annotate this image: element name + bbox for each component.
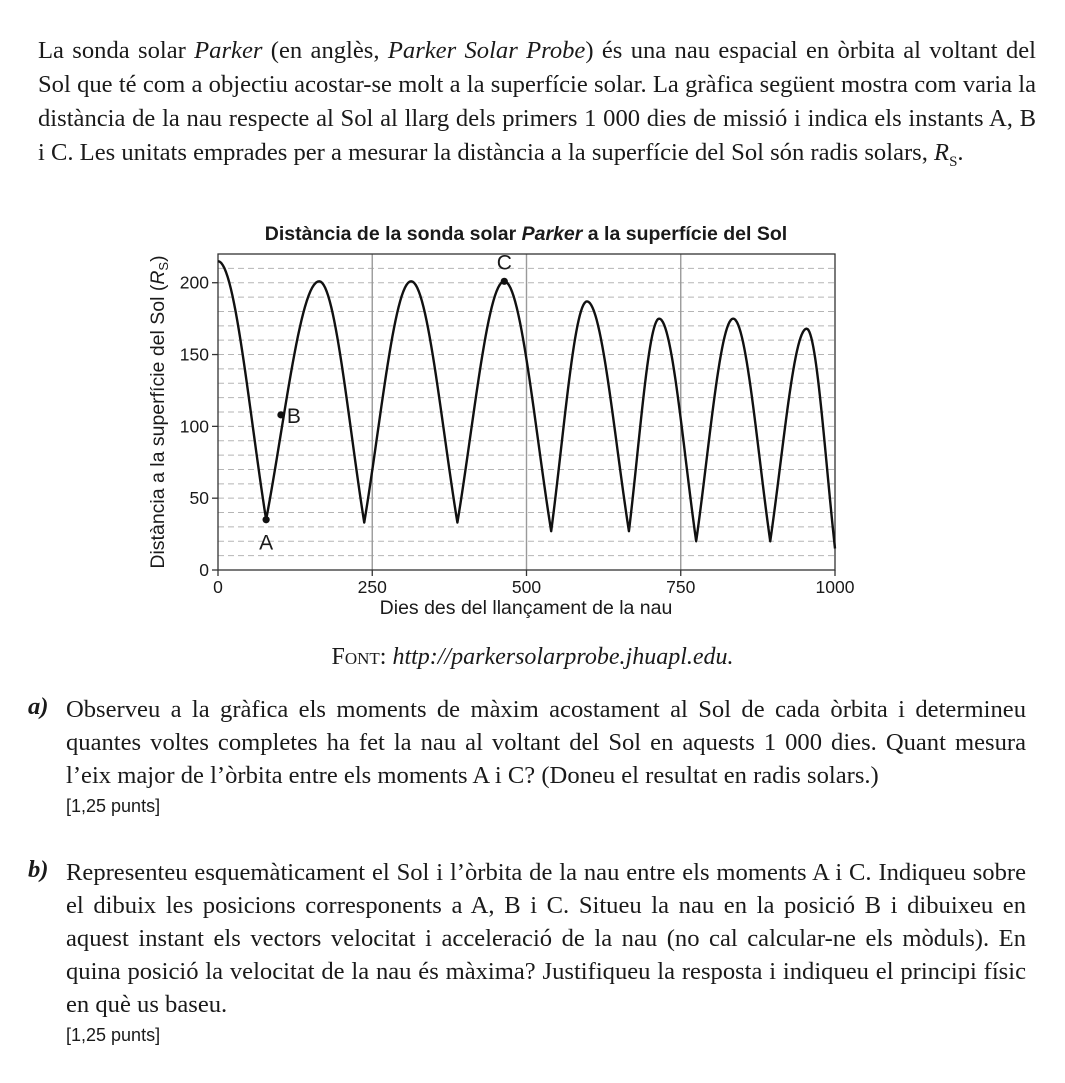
point-b-marker [277,411,284,418]
x-tick-label: 1000 [815,577,855,597]
y-tick-label: 50 [189,488,209,509]
intro-text-4: . [957,139,964,166]
point-a-marker [263,516,270,523]
question-a-text: Observeu a la gràfica els moments de màxim acostament al Sol de cada òrbita i determineu quantes voltes completes ha fet la nau al voltant del Sol en aquests 1 000 dies. Quant mesura l’eix major de l’òrbita entre els moments A i C? (Doneu el resultat en radis solars.) [66,696,1026,789]
x-axis-label: Dies des del llançament de la nau [379,597,673,619]
source-url: http://parkersolarprobe.jhuapl.edu. [392,644,734,670]
source-note [0,644,1065,671]
y-axis-label-subscript: S [156,261,171,271]
x-tick-label: 250 [357,577,387,597]
intro-text-3: ) és una nau espacial en òrbita al voltant del Sol que té com a objectiu acostar-se molt a la superfície solar. La gràfica següent mostra com varia la distància de la nau respecte al Sol al llarg dels primers 1 000 dies de missió i indica els instants A, B i C. Les unitats emprades per a mesurar la distància a la superfície del Sol són radis solars, [38,37,1036,166]
point-c-marker [501,278,508,285]
x-tick-label: 0 [213,577,223,597]
chart-title-prefix: Distància de la sonda solar [264,223,522,245]
y-tick-label: 0 [199,560,209,580]
y-axis-label-prefix: Distància a la superfície del Sol ( [147,284,169,569]
question-b [28,856,1026,1046]
intro-probe-english-name: Parker Solar Probe [387,37,586,64]
point-c-label: C [496,251,512,275]
x-tick-label: 750 [666,577,696,597]
point-a-label: A [259,531,274,555]
source-label: Font: [331,644,387,670]
y-axis-label [147,255,171,568]
question-a [28,693,1026,817]
chart-title [265,223,787,245]
y-axis [180,273,218,580]
intro-probe-name: Parker [194,37,263,64]
question-a-letter: a) [28,693,49,720]
y-axis-label-suffix: ) [147,255,169,262]
x-axis [213,570,855,597]
solar-radius-subscript: S [949,153,958,170]
y-tick-label: 100 [179,416,209,437]
question-a-points: [1,25 punts] [66,796,161,816]
y-axis-label-symbol: R [147,270,169,285]
chart-grid [218,254,835,570]
solar-radius-symbol: R [934,139,950,166]
y-tick-label: 150 [179,344,209,365]
chart-title-suffix: a la superfície del Sol [582,223,788,245]
question-b-points: [1,25 punts] [66,1025,161,1045]
point-b-label: B [286,404,301,428]
intro-text-1: La sonda solar [38,37,195,64]
x-tick-label: 500 [511,577,542,597]
y-tick-label: 200 [179,272,209,293]
chart-title-italic: Parker [521,223,583,245]
intro-text-2: (en anglès, [262,37,388,64]
question-b-letter: b) [28,856,49,883]
question-b-text: Representeu esquemàticament el Sol i l’òrbita de la nau entre els moments A i C. Indiqueu sobre el dibuix les posicions corresponents a A, B i C. Situeu la nau en la posició B i dibuixeu en aquest instant els vectors velocitat i acceleració de la nau (no cal calcular-ne els mòduls). En quina posició la velocitat de la nau és màxima? Justifiqueu la resposta i indiqueu el principi físic en què us baseu. [66,859,1026,1018]
